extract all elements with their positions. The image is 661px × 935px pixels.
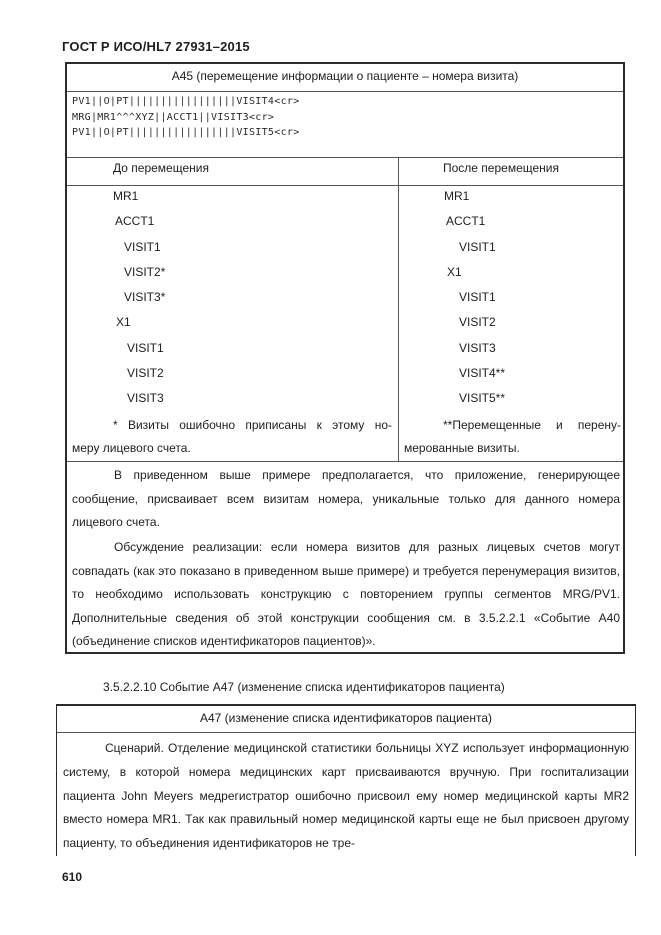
a47-caption: А47 (изменение списка идентификаторов пациента) [57, 706, 635, 733]
after-tree [444, 184, 505, 412]
tree-node: ACCT1 [115, 214, 155, 229]
code-line: MRG|MR1^^^XYZ||ACCT1||VISIT3<cr> [72, 111, 275, 123]
after-footnote [404, 414, 621, 460]
footnote-line: мерованные визиты. [404, 441, 520, 455]
footnote-line: **Перемещенные и перену- [443, 418, 621, 432]
tree-node: X1 [116, 315, 131, 330]
after-heading: После перемещения [443, 161, 559, 175]
footnote-line: * Визиты ошибочно приписаны к этому но- [113, 418, 392, 432]
tree-node: X1 [447, 264, 462, 279]
tree-node: VISIT1 [459, 290, 496, 305]
hl7-message-code [72, 94, 300, 141]
implementation-paragraph: Обсуждение реализации: если номера визитов для разных лицевых счетов могут совпадать (как это показано в приведенном выше примере) и требуется перенумерация визитов, то необходимо использовать конструкцию с повторением группы сегментов MRG/PV1. Дополнительные сведения об этой конструкции сообщения см. в 3.5.2.2.1 «Событие А40 (объединение списков идентификаторов пациентов)». [72, 540, 620, 649]
tree-node: MR1 [444, 189, 470, 203]
tree-node: VISIT3 [459, 340, 496, 355]
tree-node: VISIT2* [124, 264, 166, 279]
tree-node: VISIT5** [459, 391, 506, 406]
tree-node: VISIT2 [127, 366, 164, 381]
a47-example-box [56, 704, 636, 856]
section-heading: 3.5.2.2.10 Событие А47 (изменение списка идентификаторов пациента) [103, 680, 505, 694]
column-divider [398, 157, 399, 461]
divider [67, 461, 623, 462]
divider [67, 157, 623, 158]
before-heading: До перемещения [113, 161, 209, 175]
tree-node: VISIT1 [124, 239, 161, 254]
code-line: PV1||O|PT|||||||||||||||||VISIT4<cr> [72, 96, 300, 107]
a45-example-box [65, 62, 625, 654]
code-line: PV1||O|PT|||||||||||||||||VISIT5<cr> [72, 127, 300, 138]
tree-node: VISIT4** [459, 366, 506, 381]
tree-node: VISIT3* [124, 290, 166, 305]
tree-node: ACCT1 [446, 214, 486, 229]
tree-node: VISIT3 [127, 391, 164, 406]
tree-node: VISIT2 [459, 315, 496, 330]
tree-node: VISIT1 [459, 239, 496, 254]
footnote-line: меру лицевого счета. [72, 441, 191, 455]
before-footnote [72, 414, 392, 460]
before-tree [113, 184, 165, 412]
tree-node: VISIT1 [127, 340, 164, 355]
scenario-paragraph: Сценарий. Отделение медицинской статистики больницы XYZ использует информационную систему, в которой номера медицинских карт присваиваются вручную. При госпитализации пациента John Meyers медрегистратор ошибочно присвоил ему номер медицинской карты MR2 вместо номера MR1. Так как правильный номер медицинской карты еще не был присвоен другому пациенту, то объединения идентификаторов не тре- [63, 741, 629, 851]
explanation-paragraph: В приведенном выше примере предполагается, что приложение, генерирующее сообщение, присваивает всем визитам номера, уникальные только для данного номера лицевого счета. [72, 468, 620, 530]
document-header: ГОСТ Р ИСО/HL7 27931–2015 [62, 39, 250, 54]
a45-caption: А45 (перемещение информации о пациенте – номера визита) [67, 64, 623, 92]
tree-node: MR1 [113, 189, 139, 203]
page-number: 610 [62, 870, 83, 884]
